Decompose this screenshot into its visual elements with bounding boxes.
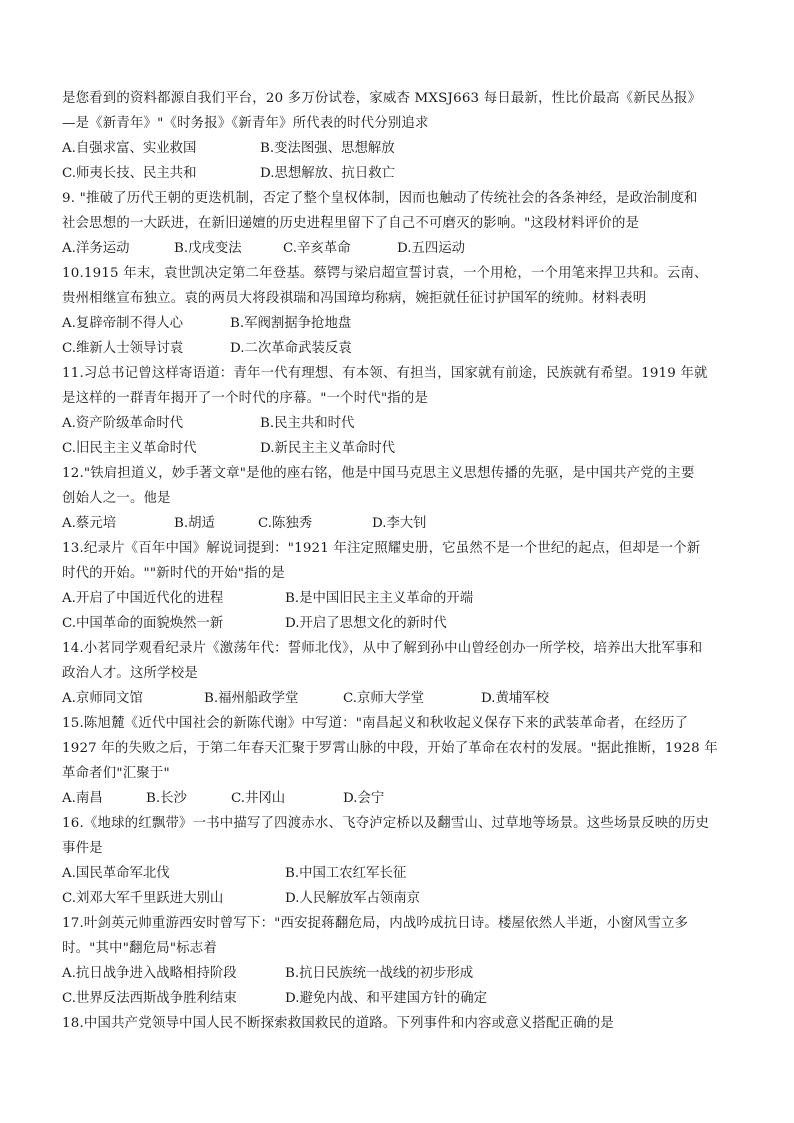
option-a: A.南昌 (62, 791, 103, 806)
question-8-stem: —是《新青年》"《时务报》《新青年》所代表的时代分别追求 (62, 116, 429, 131)
question-13-line-2: 时代的开始。""新时代的开始"指的是 (62, 566, 285, 581)
option-d: D.黄埔军校 (481, 691, 550, 706)
option-a: A.洋务运动 (62, 241, 130, 256)
option-d: D.开启了思想文化的新时代 (285, 616, 447, 631)
question-18-line-1: 18.中国共产党领导中国人民不断探索救国救民的道路。下列事件和内容或意义搭配正确的是 (62, 1016, 614, 1031)
option-b: B.长沙 (146, 791, 187, 806)
option-a: A.京师同文馆 (62, 691, 143, 706)
question-10-line-1: 10.1915 年末，袁世凯决定第二年登基。蔡锷与梁启超宣誓讨袁，一个用枪，一个用笔来捍卫共和。云南、 (62, 266, 708, 281)
question-8-options-row2 (62, 161, 742, 186)
question-15-line-3: 革命者们"汇聚于" (62, 766, 170, 781)
question-16-line-2: 事件是 (62, 841, 103, 856)
question-9-options (62, 236, 742, 261)
option-d: D.李大钊 (372, 516, 427, 531)
exam-page (62, 86, 742, 1036)
option-b: B.军阀割据争抢地盘 (230, 316, 352, 331)
question-10-options-row2 (62, 336, 742, 361)
question-15-options (62, 786, 742, 811)
question-10-options-row1 (62, 311, 742, 336)
option-d: D.二次革命武装反袁 (230, 341, 352, 356)
question-11-options-row2 (62, 436, 742, 461)
option-b: B.福州船政学堂 (204, 691, 299, 706)
option-c: C.维新人士领导讨袁 (62, 341, 184, 356)
question-14-line-1: 14.小茗同学观看纪录片《激荡年代：誓师北伐》，从中了解到孙中山曾经创办一所学校，培养出大批军事和 (62, 641, 703, 656)
option-c: C.中国革命的面貌焕然一新 (62, 616, 224, 631)
question-17-options-row1 (62, 961, 742, 986)
option-b: B.变法图强、思想解放 (260, 141, 395, 156)
question-13-options-row2 (62, 611, 742, 636)
question-14-line-2: 政治人才。这所学校是 (62, 666, 198, 681)
option-b: B.抗日民族统一战线的初步形成 (285, 966, 474, 981)
question-10-line-2: 贵州相继宣布独立。袁的两员大将段祺瑞和冯国璋均称病，婉拒就任征讨护国军的统帅。材料表明 (62, 291, 647, 306)
option-c: C.辛亥革命 (283, 241, 351, 256)
option-a: A.蔡元培 (62, 516, 117, 531)
question-12-options (62, 511, 742, 536)
option-b: B.民主共和时代 (260, 416, 355, 431)
question-17-options-row2 (62, 986, 742, 1011)
question-11-line-2: 是这样的一群青年揭开了一个时代的序幕。"一个时代"指的是 (62, 391, 429, 406)
question-16-line-1: 16.《地球的红飘带》一书中描写了四渡赤水、飞夺泸定桥以及翻雪山、过草地等场景。这些场景反映的历史 (62, 816, 710, 831)
option-a: A.抗日战争进入战略相持阶段 (62, 966, 237, 981)
header-line: 是您看到的资料都源自我们平台，20 多万份试卷，家威杏 MXSJ663 每日最新，性比价最高《新民丛报》 (62, 91, 702, 106)
option-a: A.国民革命军北伐 (62, 866, 170, 881)
option-d: D.人民解放军占领南京 (285, 891, 421, 906)
option-c: C.刘邓大军千里跃进大别山 (62, 891, 224, 906)
question-17-line-1: 17.叶剑英元帅重游西安时曾写下："西安捉蒋翻危局，内战吟成抗日诗。楼屋依然人半逝，小窗风雪立多 (62, 916, 689, 931)
option-c: C.陈独秀 (258, 516, 313, 531)
question-11-options-row1 (62, 411, 742, 436)
option-c: C.师夷长技、民主共和 (62, 166, 197, 181)
option-d: D.新民主主义革命时代 (260, 441, 396, 456)
question-16-options-row2 (62, 886, 742, 911)
option-a: A.复辟帝制不得人心 (62, 316, 184, 331)
option-b: B.中国工农红军长征 (285, 866, 407, 881)
option-b: B.戊戌变法 (174, 241, 242, 256)
question-13-line-1: 13.纪录片《百年中国》解说词提到："1921 年注定照耀史册，它虽然不是一个世纪的起点，但却是一个新 (62, 541, 701, 556)
question-14-options (62, 686, 742, 711)
question-15-line-1: 15.陈旭麓《近代中国社会的新陈代谢》中写道："南昌起义和秋收起义保存下来的武装革命者，在经历了 (62, 716, 689, 731)
question-16-options-row1 (62, 861, 742, 886)
question-12-line-1: 12."铁肩担道义，妙手著文章"是他的座右铭，他是中国马克思主义思想传播的先驱，是中国共产党的主要 (62, 466, 695, 481)
question-12-line-2: 创始人之一。他是 (62, 491, 171, 506)
option-d: D.思想解放、抗日救亡 (260, 166, 396, 181)
option-b: B.是中国旧民主主义革命的开端 (285, 591, 474, 606)
option-b: B.胡适 (174, 516, 215, 531)
option-a: A.资产阶级革命时代 (62, 416, 184, 431)
question-13-options-row1 (62, 586, 742, 611)
option-d: D.避免内战、和平建国方针的确定 (285, 991, 487, 1006)
question-15-line-2: 1927 年的失败之后，于第二年春天汇聚于罗霄山脉的中段，开始了革命在农村的发展。"据此推断，1928 年 (62, 741, 718, 756)
option-c: C.世界反法西斯战争胜利结束 (62, 991, 237, 1006)
option-a: A.开启了中国近代化的进程 (62, 591, 224, 606)
option-a: A.自强求富、实业救国 (62, 141, 197, 156)
question-8-options-row1 (62, 136, 742, 161)
question-9-line-1: 9. "推破了历代王朝的更迭机制，否定了整个皇权体制，因而也触动了传统社会的各条神经，是政治制度和 (62, 191, 698, 206)
option-c: C.井冈山 (231, 791, 286, 806)
option-d: D.五四运动 (397, 241, 466, 256)
question-17-line-2: 时。"其中"翻危局"标志着 (62, 941, 217, 956)
option-c: C.旧民主主义革命时代 (62, 441, 197, 456)
question-9-line-2: 社会思想的一大跃进，在新旧递嬗的历史进程里留下了自己不可磨灭的影响。"这段材料评价的是 (62, 216, 640, 231)
option-c: C.京师大学堂 (343, 691, 424, 706)
option-d: D.会宁 (343, 791, 385, 806)
question-11-line-1: 11.习总书记曾这样寄语道：青年一代有理想、有本领、有担当，国家就有前途，民族就有希望。1919 年就 (62, 366, 708, 381)
